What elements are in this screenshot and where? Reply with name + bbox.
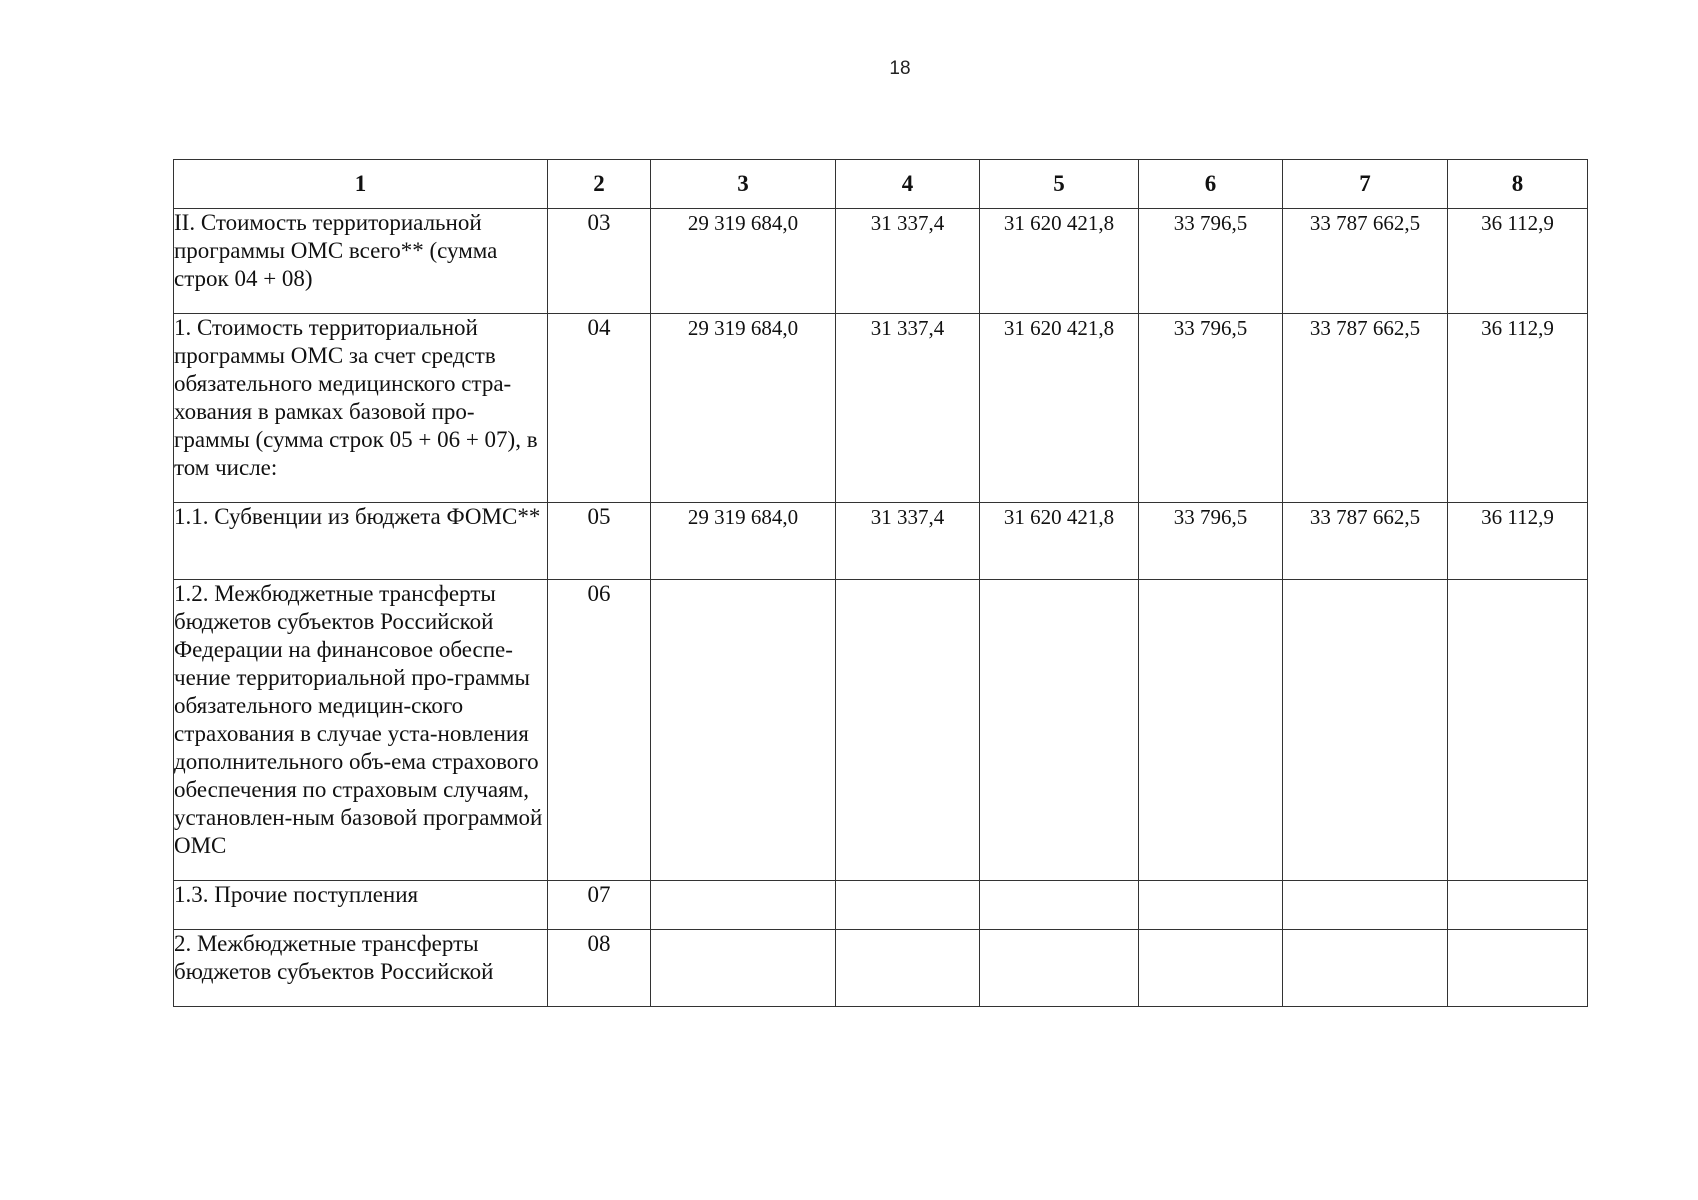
value-cell: 31 337,4 — [836, 503, 980, 580]
row-code: 06 — [548, 580, 651, 881]
value-cell — [1139, 930, 1283, 1007]
table-row — [174, 314, 1588, 503]
financial-table — [173, 159, 1588, 1007]
value-cell: 31 337,4 — [836, 314, 980, 503]
row-label: 2. Межбюджетные трансферты бюджетов субъектов Российской — [174, 930, 548, 1007]
header-row — [174, 160, 1588, 209]
value-cell — [980, 580, 1139, 881]
column-header-4: 4 — [836, 160, 980, 209]
table-row — [174, 503, 1588, 580]
value-cell: 36 112,9 — [1448, 314, 1588, 503]
value-cell: 31 620 421,8 — [980, 314, 1139, 503]
value-cell — [836, 881, 980, 930]
table-row — [174, 209, 1588, 314]
row-code: 03 — [548, 209, 651, 314]
value-cell: 29 319 684,0 — [651, 314, 836, 503]
value-cell — [651, 930, 836, 1007]
value-cell: 33 796,5 — [1139, 503, 1283, 580]
value-cell: 33 796,5 — [1139, 209, 1283, 314]
row-label: 1.3. Прочие поступления — [174, 881, 548, 930]
value-cell: 33 787 662,5 — [1283, 209, 1448, 314]
value-cell — [980, 930, 1139, 1007]
column-header-7: 7 — [1283, 160, 1448, 209]
value-cell: 29 319 684,0 — [651, 503, 836, 580]
value-cell: 33 787 662,5 — [1283, 503, 1448, 580]
value-cell: 33 787 662,5 — [1283, 314, 1448, 503]
value-cell: 31 620 421,8 — [980, 209, 1139, 314]
row-label: 1.2. Межбюджетные трансферты бюджетов субъектов Российской Федерации на финансовое обеспе-чение территориальной про-граммы обязательного медицин-ского страхования в случае уста-новления дополнительного объ-ема страхового обеспечения по страховым случаям, установлен-ным базовой программой ОМС — [174, 580, 548, 881]
column-header-8: 8 — [1448, 160, 1588, 209]
value-cell — [651, 580, 836, 881]
table-row — [174, 930, 1588, 1007]
value-cell — [1139, 580, 1283, 881]
table-row — [174, 881, 1588, 930]
row-code: 04 — [548, 314, 651, 503]
value-cell: 29 319 684,0 — [651, 209, 836, 314]
page-number: 18 — [889, 58, 911, 79]
value-cell — [1283, 930, 1448, 1007]
value-cell: 31 337,4 — [836, 209, 980, 314]
value-cell — [1448, 580, 1588, 881]
table-row — [174, 580, 1588, 881]
row-code: 07 — [548, 881, 651, 930]
column-header-6: 6 — [1139, 160, 1283, 209]
value-cell: 36 112,9 — [1448, 503, 1588, 580]
row-label: 1. Стоимость территориальной программы ОМС за счет средств обязательного медицинского стра-хования в рамках базовой про-граммы (сумма строк 05 + 06 + 07), в том числе: — [174, 314, 548, 503]
column-header-1: 1 — [174, 160, 548, 209]
value-cell — [1448, 930, 1588, 1007]
value-cell — [1283, 580, 1448, 881]
value-cell — [1283, 881, 1448, 930]
value-cell — [836, 930, 980, 1007]
value-cell — [1448, 881, 1588, 930]
row-label: 1.1. Субвенции из бюджета ФОМС** — [174, 503, 548, 580]
value-cell: 31 620 421,8 — [980, 503, 1139, 580]
row-label: II. Стоимость территориальной программы ОМС всего** (сумма строк 04 + 08) — [174, 209, 548, 314]
value-cell: 36 112,9 — [1448, 209, 1588, 314]
row-code: 05 — [548, 503, 651, 580]
column-header-5: 5 — [980, 160, 1139, 209]
value-cell: 33 796,5 — [1139, 314, 1283, 503]
column-header-3: 3 — [651, 160, 836, 209]
value-cell — [1139, 881, 1283, 930]
value-cell — [836, 580, 980, 881]
value-cell — [980, 881, 1139, 930]
value-cell — [651, 881, 836, 930]
row-code: 08 — [548, 930, 651, 1007]
column-header-2: 2 — [548, 160, 651, 209]
